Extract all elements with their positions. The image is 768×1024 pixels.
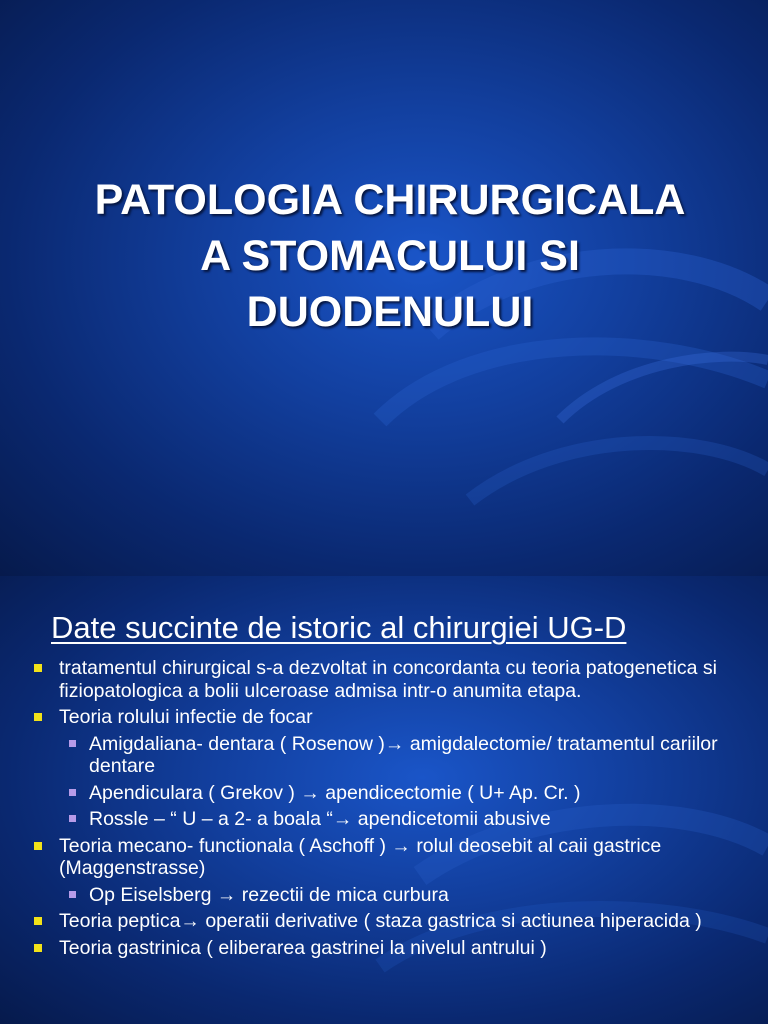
list-item-text: Rossle – “ U – a 2- a boala “→ apendicetomii abusive [89,808,551,830]
title-line: DUODENULUI [246,288,534,336]
list-item [0,782,768,805]
list-item-text: Teoria peptica→ operatii derivative ( staza gastrica si actiunea hiperacida ) [59,910,702,932]
title-line: PATOLOGIA CHIRURGICALA [94,176,686,224]
list-item-text: tratamentul chirurgical s-a dezvoltat in concordanta cu teoria patogenetica si fiziopatologica a bolii ulceroase admisa intr-o anumita etapa. [59,657,717,702]
list-item-text: Teoria mecano- functionala ( Aschoff ) → rolul deosebit al caii gastrice (Maggenstrasse) [59,834,662,879]
square-bullet-icon [34,713,42,721]
list-item [0,937,768,960]
square-bullet-icon [34,664,42,672]
slide-heading: Date succinte de istoric al chirurgiei UG-D [51,610,627,645]
list-item [0,910,768,933]
square-bullet-icon [69,789,76,796]
square-bullet-icon [69,815,76,822]
bullet-list [0,657,768,963]
list-item-text: Amigdaliana- dentara ( Rosenow )→ amigdalectomie/ tratamentul cariilor dentare [89,732,718,777]
list-item [0,706,768,729]
list-item-text: Op Eiselsberg → rezectii de mica curbura [89,883,449,906]
list-item-text: Apendiculara ( Grekov ) → apendicectomie ( U+ Ap. Cr. ) [89,781,581,804]
list-item [0,808,768,831]
title-line: A STOMACULUI SI [200,232,580,280]
square-bullet-icon [69,891,76,898]
slide-title-text [40,172,740,340]
square-bullet-icon [69,740,76,747]
list-item [0,657,768,702]
list-item-text: Teoria rolului infectie de focar [59,706,313,728]
list-item-text: Teoria gastrinica ( eliberarea gastrinei la nivelul antrului ) [59,936,547,959]
square-bullet-icon [34,944,42,952]
list-item [0,733,768,778]
square-bullet-icon [34,917,42,925]
list-item [0,884,768,907]
list-item [0,835,768,880]
square-bullet-icon [34,842,42,850]
